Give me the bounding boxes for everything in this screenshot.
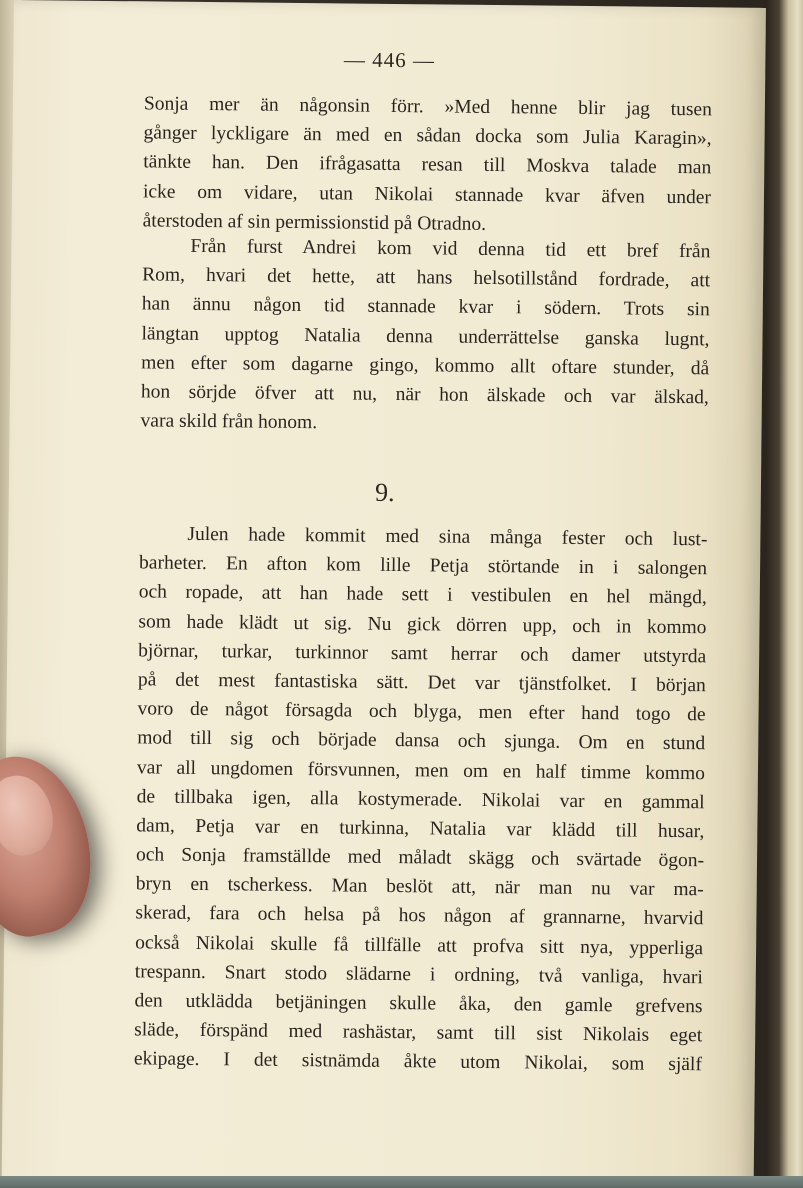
text-line: som hade klädt ut sig. Nu gick dörren upp, och in kommo <box>138 610 707 638</box>
text-line: och ropade, att han hade sett i vestibulen en hel mängd, <box>138 581 707 609</box>
paragraph-2 <box>140 231 710 441</box>
text-line: dam, Petja var en turkinna, Natalia var klädd till husar, <box>136 815 705 843</box>
text-line: Från furst Andrei kom vid denna tid ett bref från <box>190 235 711 263</box>
text-line: var all ungdomen försvunnen, men om en half timme kommo <box>136 756 706 784</box>
text-line: mod till sig och började dansa och sjunga. Om en stund <box>137 727 706 755</box>
text-line: den utklädda betjäningen skulle åka, den gamle grefvens <box>134 990 703 1018</box>
page-number: — 446 — <box>343 47 436 73</box>
text-line: voro de något försagda och blyga, men efter hand togo de <box>137 698 706 726</box>
text-line: längtan upptog Natalia denna underrättelse ganska lugnt, <box>141 322 710 350</box>
text-line: skerad, fara och helsa på hos någon af grannarne, hvarvid <box>135 902 704 930</box>
text-line: gånger lyckligare än med en sådan docka som Julia Karagin», <box>143 122 712 150</box>
text-line: och Sonja framställde med måladt skägg och svärtade ögon- <box>135 844 705 872</box>
paragraph-1 <box>143 89 712 241</box>
text-line: björnar, turkar, turkinnor samt herrar och damer utstyrda <box>138 640 707 668</box>
text-line: återstoden af sin permissionstid på Otradno. <box>142 210 487 235</box>
text-line: barheter. En afton kom lille Petja störtande in i salongen <box>139 552 708 580</box>
book-spine <box>766 0 803 1188</box>
text-line: också Nikolai skulle få tillfälle att profva sitt nya, ypperliga <box>135 931 704 959</box>
text-line: hon sörjde öfver att nu, när hon älskade och var älskad, <box>140 381 709 409</box>
paragraph-3 <box>134 519 708 1079</box>
text-line: men efter som dagarne gingo, kommo allt oftare stunder, då <box>141 352 710 380</box>
text-line: Julen hade kommit med sina många fester och lust- <box>187 523 708 551</box>
text-line: Sonja mer än någonsin förr. »Med henne blir jag tusen <box>143 93 712 121</box>
text-line: han ännu någon tid stannade kvar i södern. Trots sin <box>141 293 710 321</box>
text-line: trespann. Snart stodo slädarne i ordning, två vanliga, hvari <box>134 961 703 989</box>
text-line: vara skild från honom. <box>140 410 318 434</box>
text-line: bryn en tscherkess. Man beslöt att, när man nu var ma- <box>135 873 704 901</box>
text-line: på det mest fantastiska sätt. Det var tjänstfolket. I början <box>137 669 706 697</box>
text-line: släde, förspänd med rashästar, samt till sist Nikolais eget <box>134 1019 703 1047</box>
text-line: icke om vidare, utan Nikolai stannade kvar äfven under <box>142 180 712 208</box>
text-line: de tillbaka igen, alla kostymerade. Nikolai var en gammal <box>136 786 705 813</box>
text-line: tänkte han. Den ifrågasatta resan till Moskva talade man <box>143 151 712 179</box>
book-page <box>2 0 766 1188</box>
chapter-heading: 9. <box>374 477 395 508</box>
book-cover-edge <box>0 1176 803 1188</box>
text-line: ekipage. I det sistnämda åkte utom Nikolai, som själf <box>133 1048 702 1076</box>
text-line: Rom, hvari det hette, att hans helsotillstånd fordrade, att <box>142 264 711 292</box>
